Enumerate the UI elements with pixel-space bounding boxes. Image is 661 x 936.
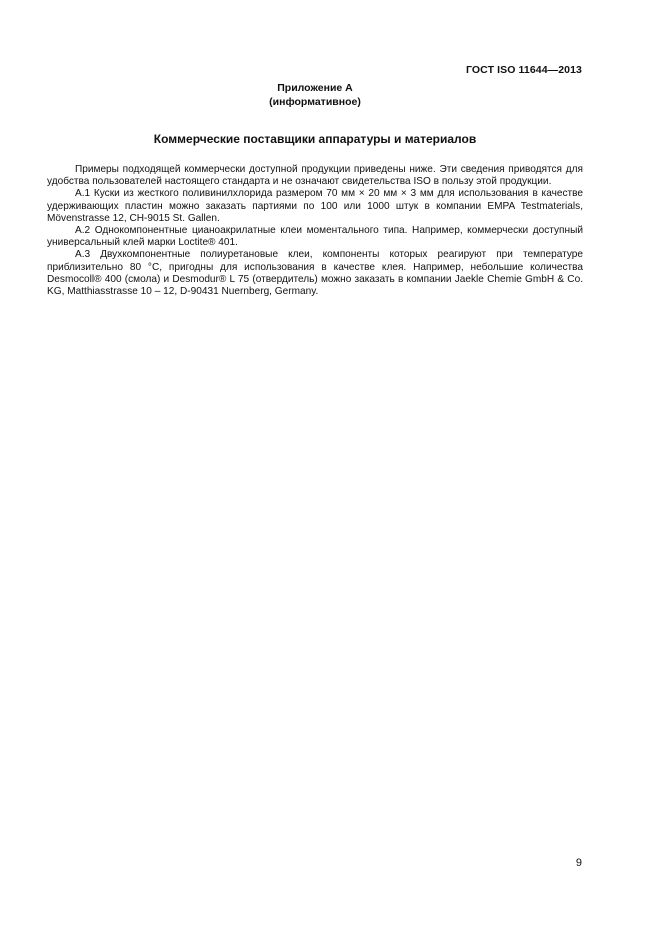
paragraph-a3: А.3 Двухкомпонентные полиуретановые клеи, компоненты которых реагируют при температуре приблизительно 80 °С, пригодны для использования в качестве клея. Например, небольшие количества Desmocoll® 400 (смола) и Desmodur® L 75 (отвердитель) можно заказать в компании Jaekle Chemie GmbH & Co. KG, Matthiasstrasse 10 – 12, D-90431 Nuernberg, Germany. — [47, 249, 583, 298]
annex-title: Приложение А — [277, 82, 353, 94]
paragraph-a1: А.1 Куски из жесткого поливинилхлорида размером 70 мм × 20 мм × 3 мм для использования в качестве удерживающих пластин можно заказать партиями по 100 или 1000 штук в компании EMPA Testmaterials, Mövenstrasse 12, CH-9015 St. Gallen. — [47, 188, 583, 224]
page-number: 9 — [575, 857, 582, 869]
document-code: ГОСТ ISO 11644—2013 — [465, 64, 582, 76]
annex-heading — [0, 82, 630, 109]
section-title: Коммерческие поставщики аппаратуры и материалов — [153, 132, 477, 146]
annex-status: (информативное) — [269, 95, 361, 108]
body-text — [47, 164, 583, 298]
paragraph-a2: А.2 Однокомпонентные цианоакрилатные клеи моментального типа. Например, коммерчески доступный универсальный клей марки Loctite® 401. — [47, 225, 583, 249]
paragraph-intro: Примеры подходящей коммерчески доступной продукции приведены ниже. Эти сведения приводятся для удобства пользователей настоящего стандарта и не означают свидетельства ISO в пользу этой продукции. — [47, 164, 583, 188]
